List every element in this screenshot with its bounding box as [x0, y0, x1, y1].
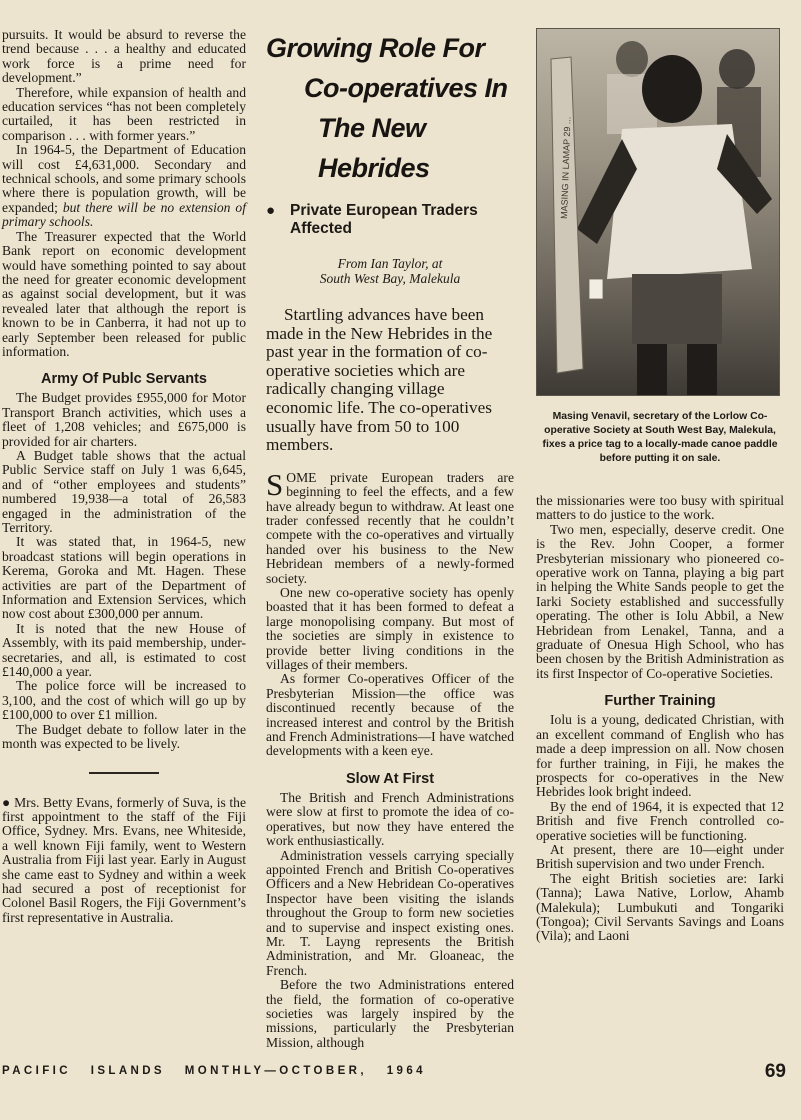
paragraph: Administration vessels carrying specially appointed French and British Co-operatives Officers and a New Hebridean Co-operatives Inspector have been visiting the islands throughout the Group to form new societies and to supervise and inspect existing ones. Mr. T. Layng represents the British Administration, and Mr. Gloaneac, the French. — [266, 847, 514, 978]
paragraph: A Budget table shows that the actual Public Service staff on July 1 was 6,645, and of “other employees and students” numbered 19,938—a total of 26,583 engaged in the administration of the Territory. — [2, 447, 246, 535]
paragraph: It is noted that the new House of Assembly, with its paid membership, under-secretaries, and all, is estimated to cost £140,000 a year. — [2, 620, 246, 680]
lede: Startling advances have been made in the New Hebrides in the past year in the formation of co-operative societies which are radically changing village economic life. The co-operatives usually have from 50 to 100 members. — [266, 305, 493, 455]
kicker-text: Private European Traders Affected — [290, 202, 478, 237]
byline — [266, 256, 514, 286]
photo-caption: Masing Venavil, secretary of the Lorlow Co-operative Society at South West Bay, Malekula, fixes a price tag to a locally-made canoe paddle before putting it on sale. — [542, 411, 778, 464]
paragraph: It was stated that, in 1964-5, new broadcast stations will begin operations in Kerema, Goroka and Mt. Hagen. These activities are part of the Department of Information and Extension Services, which now cost about £300,000 per annum. — [2, 534, 246, 622]
paragraph: Two men, especially, deserve credit. One is the Rev. John Cooper, a former Presbyterian missionary who pioneered co-operative work on Tanna, playing a big part in helping the White Sands people to get the Iarki Society established and successfully operating. The other is Iolu Abbil, a New Hebridean from Lenakel, Tanna, and a graduate of Onesua High School, who has been chosen by the British Administration as its first Inspector of Co-operative Societies. — [536, 521, 784, 681]
paragraph: The eight British societies are: Iarki (Tanna); Lawa Native, Lorlow, Ahamb (Malekula); Lumbukuti and Tongariki (Tongoa); Civil Servants Savings and Loans (Vila); and Laoni — [536, 870, 784, 944]
paragraph: Before the two Administrations entered the field, the formation of co-operative societies was largely inspired by the missions, particularly the Presbyterian Mission, although — [266, 977, 514, 1050]
column-3 — [536, 28, 784, 944]
news-photo — [536, 28, 780, 396]
paragraph: The Budget debate to follow later in the month was expected to be lively. — [2, 721, 246, 752]
paragraph: The British and French Administrations were slow at first to promote the idea of co-operatives, but now they have entered the work enthusiastically. — [266, 789, 514, 849]
paragraph-text: OME private European traders are beginning to feel the effects, and a few have already begun to withdraw. At least one trader confessed recently that he couldn’t compete with the co-operatives and virtually handed over his business to the New Hebridean members of a newly-formed society. — [266, 469, 514, 586]
kicker — [266, 202, 514, 238]
paragraph: One new co-operative society has openly boasted that it has been formed to defeat a large monopolising company. But most of the societies are simply in existence to provide better living conditions in the villages of their members. — [266, 585, 514, 673]
photo-illustration — [537, 29, 779, 395]
bullet-icon: ● — [266, 202, 276, 219]
subheading-slow: Slow At First — [345, 770, 435, 787]
paragraph: Iolu is a young, dedicated Christian, with an excellent command of English who has made a deep impression on all. Now chosen for further training, in Fiji, he makes the prospects for co-operatives in the New Hebrides look bright indeed. — [536, 712, 784, 800]
page-footer — [2, 1061, 786, 1085]
paragraph: As former Co-operatives Officer of the Presbyterian Mission—the office was discontinued recently because of the increased interest and control by the British and French Administrations—I have watched developments with a keen eye. — [266, 671, 514, 759]
column-1 — [2, 28, 246, 925]
news-note — [2, 796, 246, 926]
drop-cap: S — [266, 466, 284, 502]
subheading-army: Army Of Publc Servants — [41, 371, 207, 388]
publication-line: PACIFIC ISLANDS MONTHLY—OCTOBER, 1964 — [2, 1065, 426, 1077]
byline-line-2: South West Bay, Malekula — [319, 271, 461, 286]
paragraph: pursuits. It would be absurd to reverse the trend because . . . a healthy and educated work force is a prime need for development.” — [2, 27, 246, 86]
paragraph: The Budget provides £955,000 for Motor Transport Branch activities, which uses a fleet of 1,208 vehicles; and £675,000 is provided for air charters. — [2, 390, 246, 449]
paragraph: At present, there are 10—eight under British supervision and two under French. — [536, 841, 784, 872]
paragraph-text: In 1964-5, the Department of Education will cost £4,631,000. Secondary and technical schools, and some primary schools where there is population growth, will be expanded; — [2, 142, 246, 215]
paragraph: By the end of 1964, it is expected that 12 British and five French controlled co-operative societies will be functioning. — [536, 798, 784, 843]
paragraph: the missionaries were too busy with spiritual matters to do justice to the work. — [536, 493, 784, 523]
subheading-training: Further Training — [604, 693, 716, 710]
paddle-inscription: MASING IN LAMAP 29 ... — [559, 116, 573, 220]
byline-line-1: From Ian Taylor, at — [337, 256, 443, 271]
page-number: 69 — [764, 1061, 786, 1082]
column-2 — [266, 28, 514, 1050]
paragraph — [2, 143, 246, 229]
bullet-icon: ● — [2, 794, 11, 810]
headline-line-3: The New Hebrides — [318, 113, 430, 183]
news-note-text: Mrs. Betty Evans, formerly of Suva, is the first appointment to the staff of the Fiji Office, Sydney. Mrs. Evans, nee Whiteside, a well known Fiji family, went to Western Australia from Fiji last year. Early in August she came east to Sydney and within a week had secured a post of receptionist for Colonel Basil Rogers, the Fiji Government’s first representative in Australia. — [2, 794, 247, 925]
paragraph: The police force will be increased to 3,100, and the cost of which will go up by £100,000 to over £1 million. — [2, 678, 246, 723]
paragraph-italic-text: but there will be no extension of primary schools. — [2, 199, 246, 230]
paragraph — [266, 466, 514, 586]
paragraph: The Treasurer expected that the World Bank report on economic development would have something pointed to say about the need for greater economic development as against social development, but it was revealed later that although the report is known to be in Canberra, it had not up to early September been released for public information. — [2, 228, 246, 359]
divider — [89, 772, 159, 774]
paragraph: Therefore, while expansion of health and education services “has not been completely curtailed, it has been restricted in comparison . . . with former years.” — [2, 84, 246, 143]
headline-line-1: Growing Role For — [266, 33, 485, 63]
headline-line-2: Co-operatives In — [304, 73, 508, 103]
